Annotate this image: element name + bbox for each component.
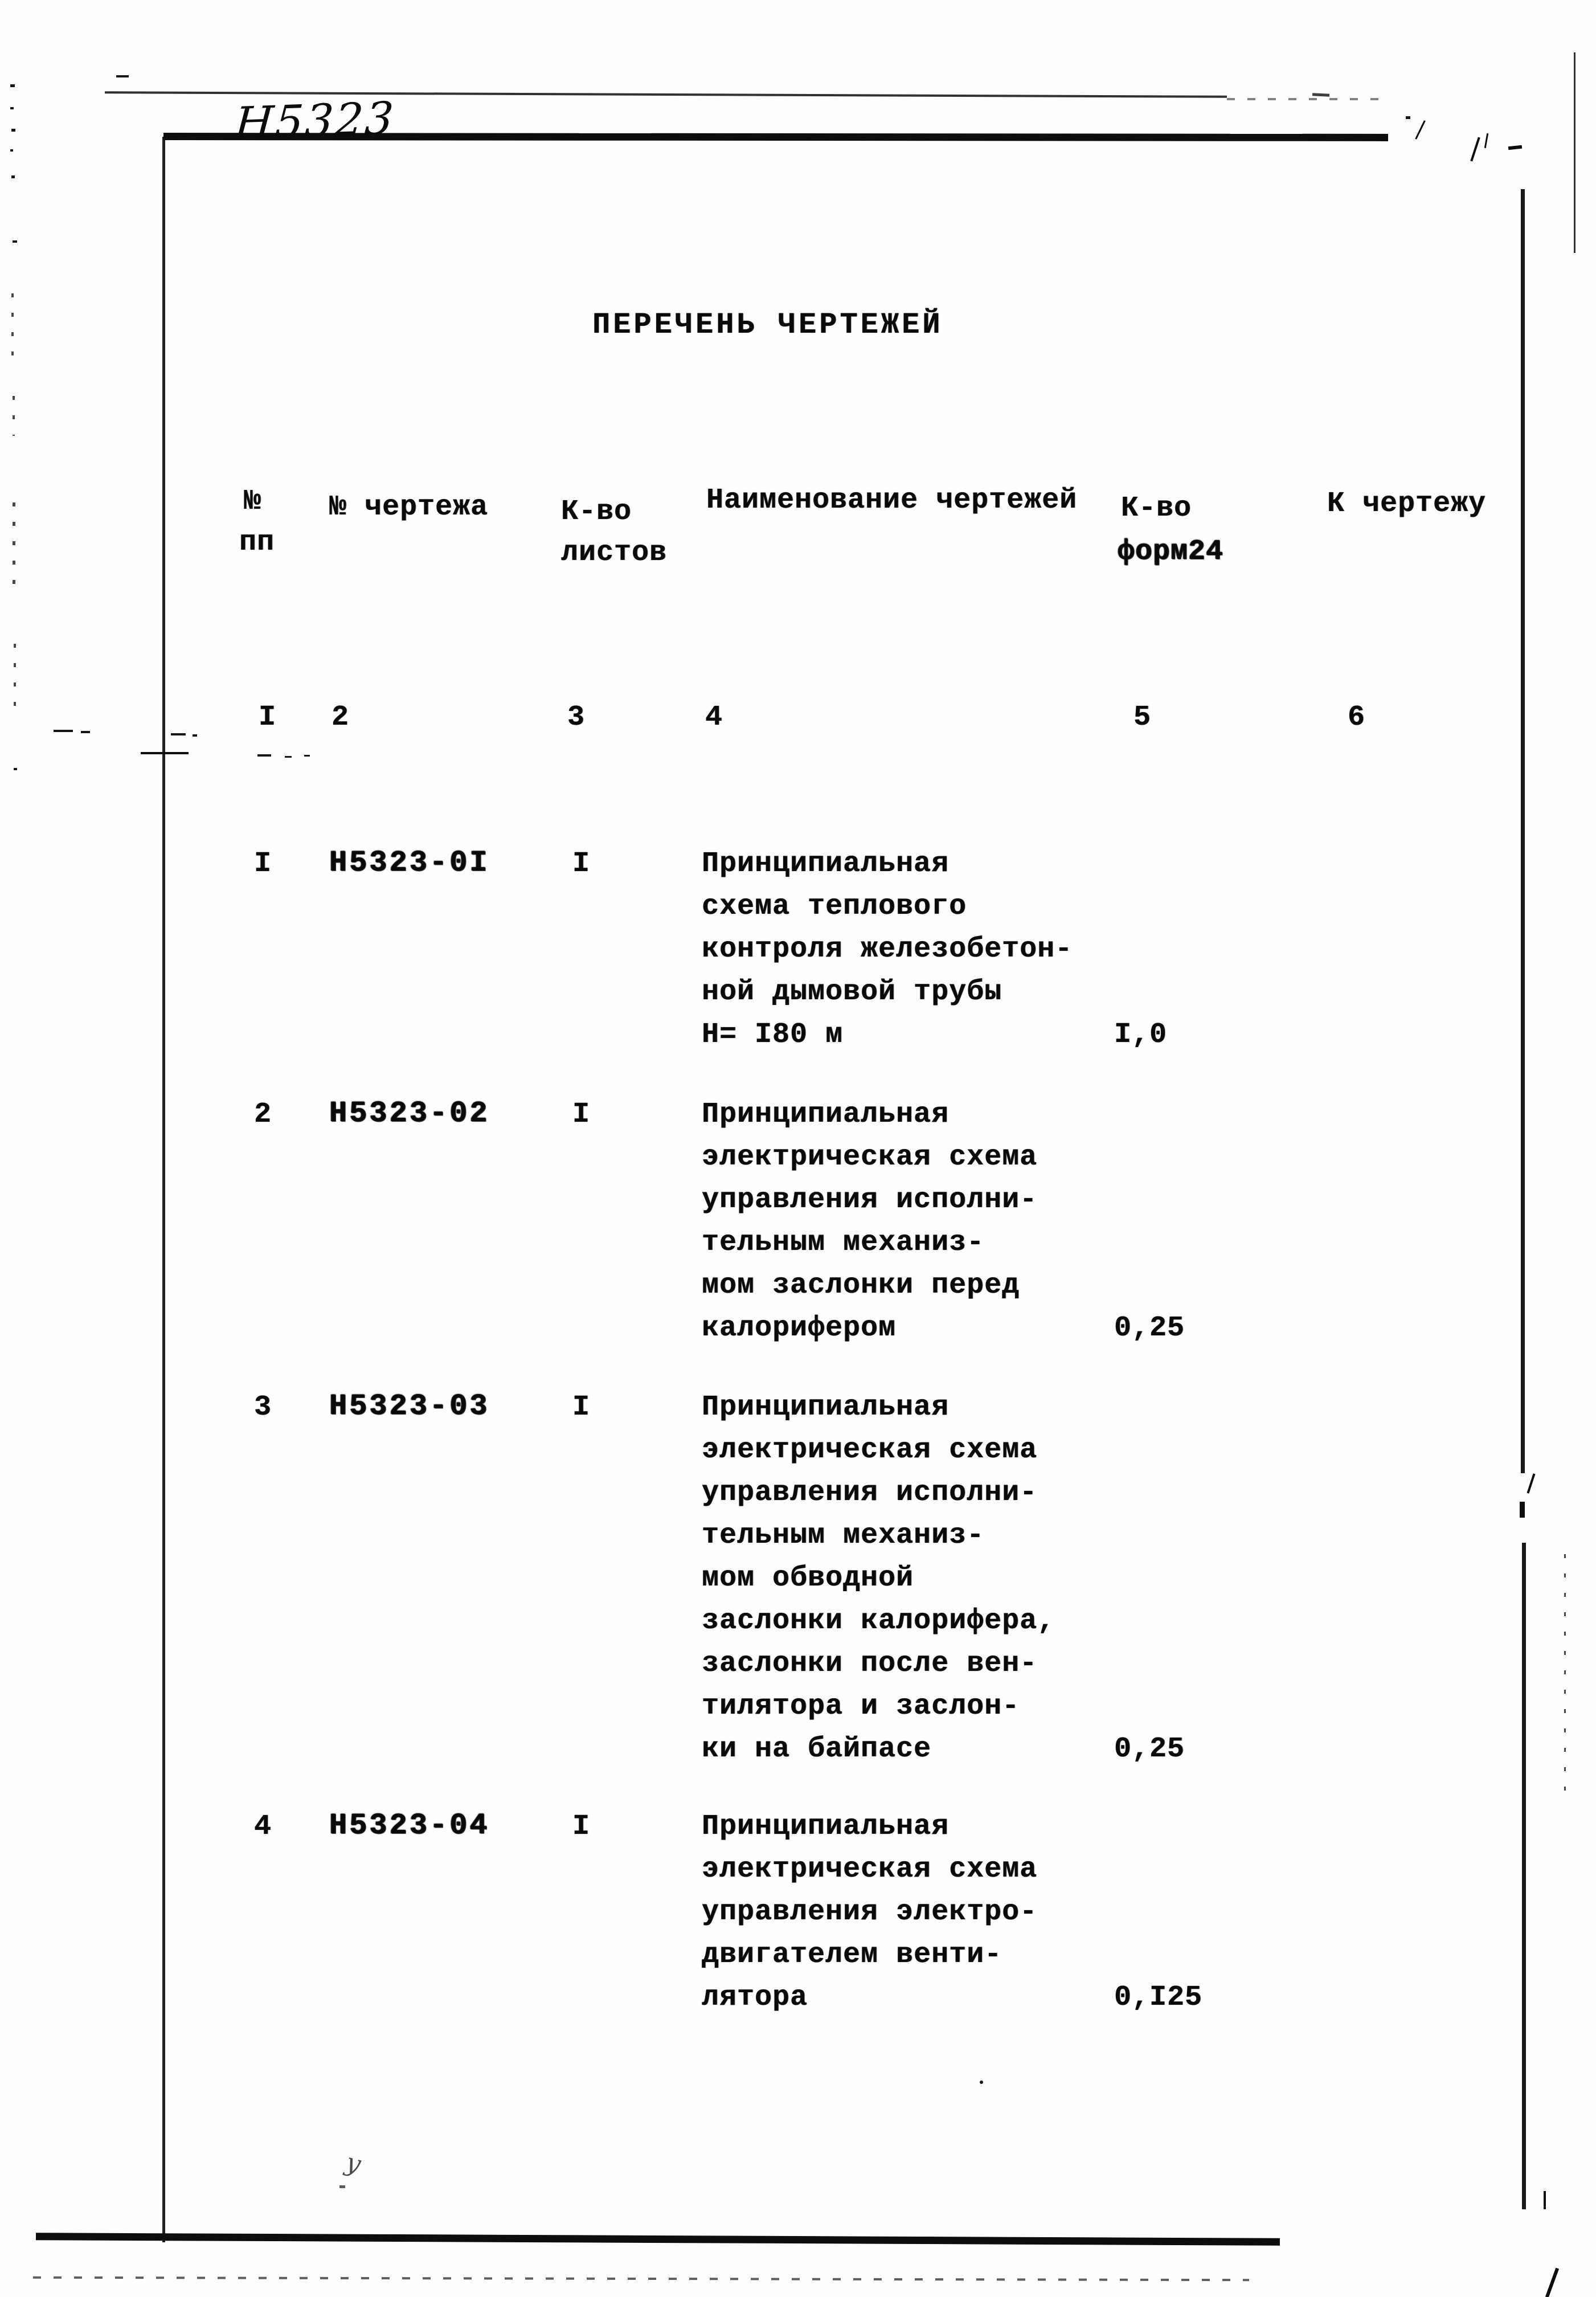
row-name-line: Принципиальная: [702, 1391, 950, 1424]
row-name-line: двигателем венти-: [702, 1939, 1002, 1971]
scan-artifact: [13, 396, 15, 436]
column-header-sheet-count: К-во: [561, 496, 632, 528]
row-name-line: Н= I80 м: [702, 1019, 844, 1051]
handwritten-code: Н5323: [232, 92, 397, 150]
scan-artifact: [339, 2185, 345, 2188]
scan-artifact: [11, 175, 15, 178]
table-border-right-blob: [1520, 1502, 1525, 1518]
row-name-line: тельным механиз-: [702, 1519, 985, 1552]
row-form24-value: 0,I25: [1114, 1981, 1203, 2014]
row-name-line: ки на байпасе: [702, 1733, 932, 1765]
handwriting-mark: [1415, 120, 1425, 140]
scan-artifact: [285, 756, 292, 758]
scan-artifact: [14, 644, 16, 706]
row-sheets-count: I: [572, 1810, 591, 1843]
scan-artifact: [81, 731, 90, 733]
row-name-line: управления исполни-: [702, 1477, 1038, 1509]
scan-artifact: [11, 293, 14, 359]
row-sheets-count: I: [572, 1391, 591, 1424]
column-index: 5: [1133, 701, 1152, 734]
handwriting-mark: [1508, 145, 1522, 150]
column-index: 2: [332, 701, 350, 734]
row-name-line: заслонки калорифера,: [702, 1605, 1055, 1637]
scan-artifact: [257, 754, 271, 757]
scan-artifact: [116, 75, 129, 77]
handwritten-squiggle: у: [343, 2147, 365, 2180]
scan-artifact: [10, 84, 15, 87]
row-name-line: Принципиальная: [702, 1810, 950, 1843]
column-index: 3: [567, 701, 586, 734]
right-border-slash-mark: [1527, 1473, 1536, 1493]
column-header-form24: К-во: [1121, 492, 1192, 525]
row-name-line: электрическая схема: [702, 1434, 1038, 1466]
column-index: I: [259, 701, 277, 734]
right-dotted-column: [1564, 1554, 1566, 1803]
row-no: I: [254, 848, 272, 880]
scan-artifact: [10, 149, 13, 152]
row-no: 3: [254, 1391, 272, 1424]
row-name-line: управления электро-: [702, 1896, 1038, 1928]
row-sheets-count: I: [572, 848, 591, 880]
row-name-line: Принципиальная: [702, 1098, 950, 1131]
bottom-dotted-line: [33, 2276, 1249, 2281]
scan-artifact: [11, 129, 15, 132]
row-name-line: Принципиальная: [702, 848, 950, 880]
right-bottom-segment: [1544, 2191, 1546, 2209]
table-border-bottom: [36, 2233, 1280, 2246]
row-drawing-number: Н5323-03: [329, 1389, 490, 1423]
column-header-no: №: [244, 485, 262, 518]
row-name-line: управления исполни-: [702, 1184, 1038, 1216]
row-name-line: ной дымовой трубы: [702, 976, 1002, 1008]
row-name-line: заслонки после вен-: [702, 1648, 1038, 1680]
row-form24-value: 0,25: [1114, 1312, 1185, 1344]
row-name-line: контроля железобетон-: [702, 933, 1073, 966]
scan-artifact: [980, 2081, 983, 2084]
far-right-edge-line: [1574, 52, 1575, 253]
column-header-sheet-count: листов: [561, 537, 668, 569]
row-name-line: тилятора и заслон-: [702, 1690, 1020, 1723]
row-name-line: мом обводной: [702, 1562, 914, 1595]
scan-artifact: [13, 240, 17, 243]
scan-artifact: [13, 502, 15, 596]
row-name-line: мом заслонки перед: [702, 1269, 1020, 1302]
scan-artifact: [54, 730, 73, 732]
row-sheets-count: I: [572, 1098, 591, 1131]
handwriting-mark: [1312, 93, 1329, 97]
scan-artifact: [10, 107, 14, 109]
table-border-left: [162, 137, 165, 2242]
scan-artifact: [14, 768, 17, 770]
column-header-no: пп: [239, 526, 275, 559]
scan-artifact: [171, 733, 186, 735]
row-drawing-number: Н5323-02: [329, 1097, 490, 1130]
handwriting-mark: [1406, 116, 1410, 119]
row-name-line: калорифером: [702, 1312, 897, 1344]
column-header-to-drawing: К чертежу: [1327, 488, 1487, 520]
column-header-drawing-name: Наименование чертежей: [706, 484, 1078, 517]
table-border-right-upper: [1521, 189, 1525, 1473]
column-index: 4: [705, 701, 723, 734]
row-name-line: электрическая схема: [702, 1853, 1038, 1886]
border-cross-mark: [141, 752, 189, 754]
table-border-right-lower: [1522, 1543, 1526, 2209]
row-drawing-number: Н5323-04: [329, 1809, 490, 1842]
row-form24-value: I,0: [1114, 1019, 1168, 1051]
handwriting-mark: [1470, 137, 1480, 161]
scan-artifact: [193, 734, 197, 737]
row-name-line: электрическая схема: [702, 1141, 1038, 1174]
top-overline-dashes: [1227, 98, 1390, 100]
row-no: 4: [254, 1810, 272, 1843]
page-title: ПЕРЕЧЕНЬ ЧЕРТЕЖЕЙ: [592, 308, 943, 342]
row-drawing-number: Н5323-0I: [329, 846, 490, 880]
column-index: 6: [1348, 701, 1366, 734]
row-no: 2: [254, 1098, 272, 1131]
bottom-right-slash-mark: [1545, 2268, 1559, 2297]
column-header-drawing-no: № чертежа: [329, 491, 489, 524]
scan-artifact: [304, 755, 310, 757]
row-name-line: схема теплового: [702, 890, 967, 923]
handwriting-mark: [1484, 133, 1488, 148]
row-form24-value: 0,25: [1114, 1733, 1185, 1765]
column-header-form24: форм24: [1118, 536, 1224, 568]
row-name-line: тельным механиз-: [702, 1227, 985, 1259]
row-name-line: лятора: [702, 1981, 808, 2014]
